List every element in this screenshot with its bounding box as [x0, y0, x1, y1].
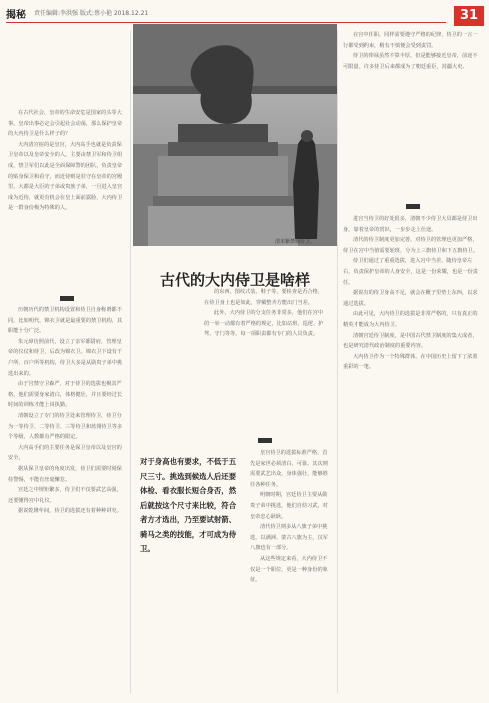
paragraph: 在古代社会，皇帝的生命安危是国家的头等大事。皇帝出事必定会引起社会动荡，那么保护皇帝的大内侍卫是什么样子的？ [8, 110, 123, 138]
section-title: 揭秘 [6, 10, 26, 21]
section-separator [60, 296, 74, 301]
guard-photo [133, 24, 337, 246]
column-2-bottom [250, 448, 328, 696]
paragraph: 清朝设立了专门的侍卫处来管理侍卫，侍卫分为一等侍卫、二等侍卫、三等侍卫和蓝翎侍卫等多个等级，人数都有严格的限定。 [8, 412, 123, 441]
paragraph: 朱元璋仿照前代，设立了亲军都尉府，管理皇帝的仪仗和侍卫，后改为锦衣卫。锦衣卫下设有千户所、百户所等机构，侍卫大多是从勋贵子弟中挑选出来的。 [8, 338, 123, 377]
photo-caption: 清末紫禁城侍卫。 [275, 239, 316, 245]
paragraph: 进宫当侍卫的好处很多，清朝不少侍卫大员都是侍卫出身，靠着皇帝的赏识，一步步走上仕途。 [343, 216, 478, 233]
column-2-top [204, 287, 326, 337]
header-rule [6, 22, 446, 23]
column-divider [130, 30, 131, 693]
article-headline: 古代的大内侍卫是啥样 [159, 271, 310, 289]
paragraph: 大内高手们的主要任务是保卫皇帝以及皇宫的安全。 [8, 444, 122, 462]
paragraph: 据说有的侍卫身高不足，就会在靴子里垫上东西，以求通过选拔。 [343, 290, 478, 307]
paragraph: 由于宫禁守卫森严，对于侍卫的选拔也极其严格。他们需要身家清白，体格健壮，并且要经过长时间的训练才能上岗执勤。 [8, 381, 123, 409]
paragraph: 在宫中任职，同样需要遵守严格的纪律，侍卫的一言一行都受到约束，稍有不慎便会受到责罚。 [343, 32, 478, 49]
paragraph: 大内清宫宿的是皇宫，大内高手也就是负责保卫皇帝以及皇帝安全的人。主要由禁卫军和侍卫组成，禁卫军们以此是全面保障警的团队，负责皇帝的贴身保卫和看守，而近侍则是驻守在皇帝的宫殿里。大都是大臣的子弟或贵族子弟，一旦进入皇宫成为近侍，就更有机会在皇上面前露脸，大内侍卫是一群身份极为特殊的人。 [8, 141, 123, 212]
paragraph: 从这些规定来看，大内侍卫不仅是一个职位，更是一种身份的象征。 [250, 555, 328, 584]
paragraph: 清朝宫廷侍卫制度，是中国古代禁卫制度的集大成者，也是研究清代政治制度的重要内容。 [343, 332, 478, 350]
paragraph: 宫廷之中规矩繁多，侍卫们不仅要武艺高强，还要懂得宫中礼仪。 [8, 487, 122, 504]
editor-meta: 责任编辑:李洪强 版式:蔡小艳 2018.12.21 [34, 10, 149, 17]
paragraph: 清代侍卫则多从八旗子弟中挑选，以满洲、蒙古八旗为主，汉军八旗也有一部分。 [250, 524, 328, 552]
paragraph: 由此可见，大内侍卫的选拔是非常严格的，只有真正的精英才能成为大内侍卫。 [343, 311, 478, 328]
paragraph: 清代的侍卫制度更加完善，对侍卫的管理也更加严格，侍卫在宫中当值需要轮班，分为上三旗侍卫和下五旗侍卫。 [343, 237, 478, 254]
paragraph: 明朝时期，宫廷侍卫主要从勋贵子弟中挑选，他们自幼习武，对皇帝忠心耿耿。 [250, 492, 328, 520]
paragraph: 据从保卫皇帝的角度出发，侍卫们需要时刻保持警惕，不能有丝毫懈怠。 [8, 465, 122, 483]
paragraph: 大内侍卫作为一个特殊群体，在中国历史上留下了浓墨重彩的一笔。 [343, 353, 478, 371]
paragraph: 据说乾隆年间，侍卫的选拔还有着种种讲究。 [18, 508, 122, 515]
pull-quote: 对于身高也有要求，不低于五尺三寸。挑选到候选人后还要体检、看衣服长短合身否，然后就按这个尺寸来比较，符合者方才选出，乃至要试射箭、骑马之类的技能，才可成为侍卫。 [140, 457, 237, 553]
column-3-bottom [343, 214, 481, 696]
paragraph: 此外，大内侍卫的分支任务非常多，他们在宫中的一举一动都有着严格的规定，比如站班、巡逻、护驾、守门等等，每一项职责都有专门的人员负责。 [204, 310, 324, 337]
paragraph: 侍卫们通过了重重选拔，进入宫中当差，随侍皇帝左右，负责保护皇帝的人身安全，这是一份荣耀，也是一份责任。 [343, 258, 478, 286]
section-separator [406, 204, 420, 209]
paragraph: 的东西，图纹式装、鞋子等，要检查是否合格，在侍卫身上也是如此，穿戴整齐方能出门当差。 [204, 289, 323, 306]
paragraph: 皇宫侍卫的选拔标准严格，首先是家世必须清白，可靠。其次则需要武艺出众，身体强壮，能够胜任各种任务。 [250, 450, 328, 488]
paragraph: 历朝历代的禁卫机构设置和侍卫自身称谓都不同。比如明代，锦衣卫就是最重要的禁卫机构，其职能十分广泛。 [8, 307, 123, 335]
page-header [0, 0, 489, 26]
column-1-bottom [8, 305, 126, 695]
page-number: 31 [454, 6, 484, 26]
column-divider [337, 30, 338, 693]
column-1-top [8, 108, 126, 293]
column-3-top [343, 30, 481, 200]
section-separator [258, 438, 272, 443]
paragraph: 侍卫的俸禄虽然不算丰厚，但是能够接近皇帝，前途不可限量。许多侍卫后来都成为了朝廷重臣，封疆大吏。 [343, 53, 478, 70]
